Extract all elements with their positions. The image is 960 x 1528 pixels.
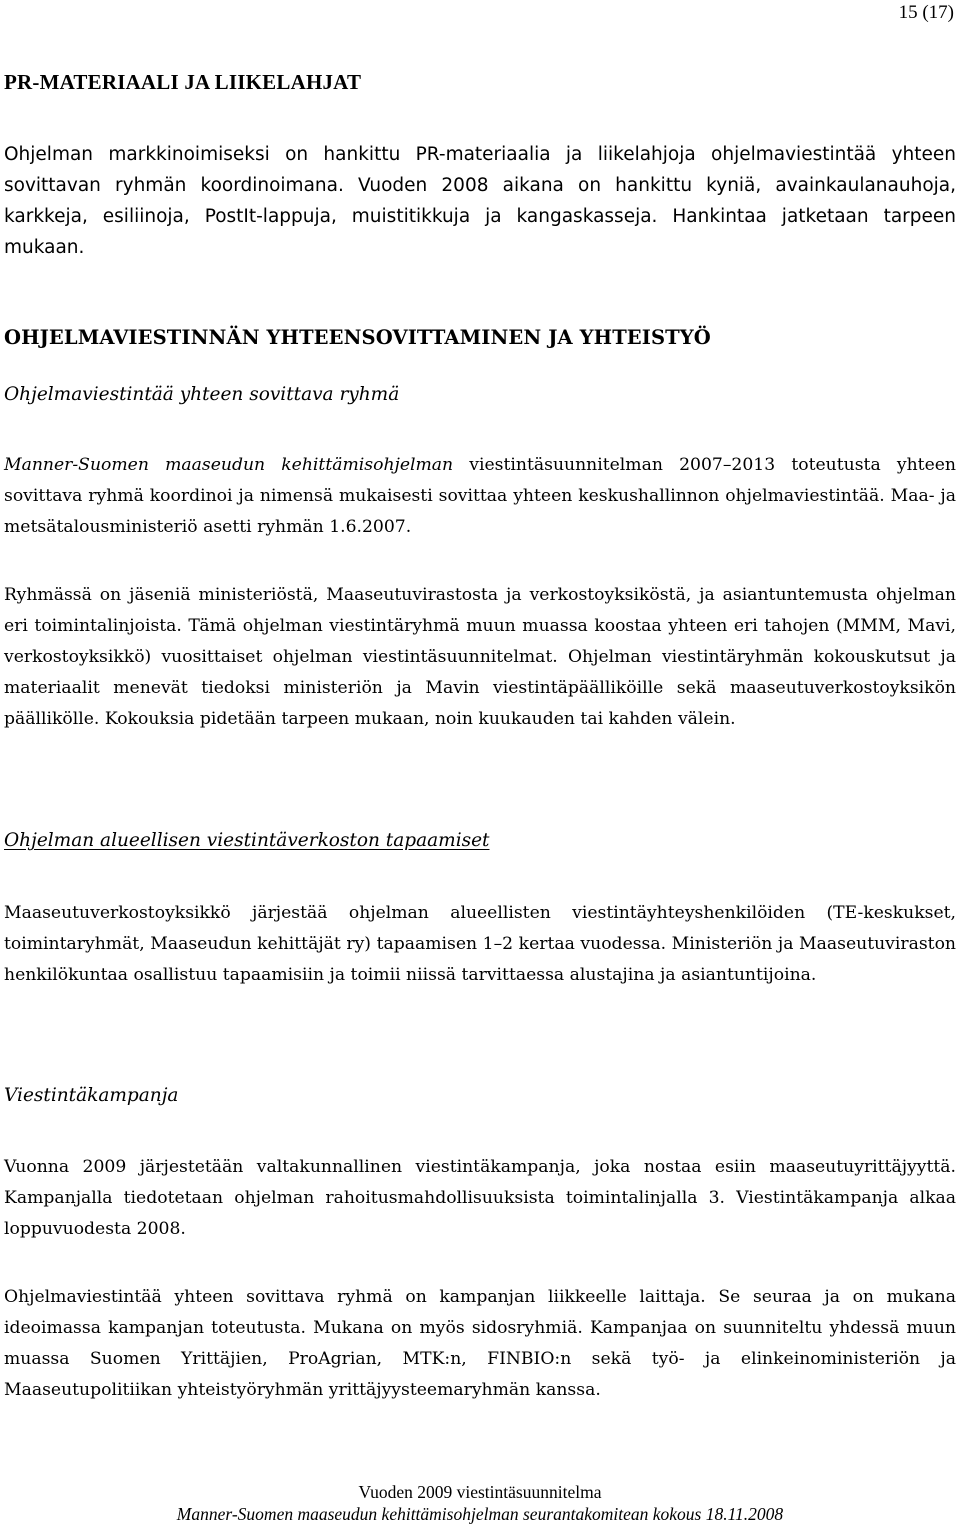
paragraph-ryhma-intro: [4, 450, 956, 543]
subheading-viestintaryhma: Ohjelmaviestintää yhteen sovittava ryhmä: [4, 384, 400, 405]
subheading-viestintakampanja: Viestintäkampanja: [4, 1085, 179, 1106]
paragraph-ryhma-members: Ryhmässä on jäseniä ministeriöstä, Maaseutuvirastosta ja verkostoyksiköstä, ja asiantuntemusta ohjelman eri toimintalinjoista. Tämä ohjelman viestintäryhmä muun muassa koostaa yhteen eri tahojen (MMM, Mavi, verkostoyksikkö) vuosittaiset ohjelman viestintäsuunnitelmat. Ohjelman viestintäryhmän kokouskutsut ja materiaalit menevät tiedoksi ministeriön ja Mavin viestintäpäälliköille sekä maaseutuverkostoyksikön päällikölle. Kokouksia pidetään tarpeen mukaan, noin kuukauden tai kahden välein.: [4, 585, 956, 729]
paragraph-ryhma-intro-text: viestintäsuunnitelman 2007–2013 toteutusta yhteen sovittava ryhmä koordinoi ja nimensä mukaisesti sovittaa yhteen keskushallinnon ohjelmaviestintää. Maa- ja metsätalousministeriö asetti ryhmän 1.6.2007.: [4, 455, 956, 537]
footer-line-1: Vuoden 2009 viestintäsuunnitelma: [358, 1482, 602, 1502]
paragraph-pr-materiaali: Ohjelman markkinoimiseksi on hankittu PR-materiaalia ja liikelahjoja ohjelmaviestintää yhteen sovittavan ryhmän koordinoimana. Vuoden 2008 aikana on hankittu kyniä, avainkaulanauhoja, karkkeja, esiliinoja, PostIt-lappuja, muistitikkuja ja kangaskasseja. Hankintaa jatketaan tarpeen mukaan.: [4, 144, 956, 258]
page-number: 15 (17): [898, 2, 954, 23]
footer-line-2: Manner-Suomen maaseudun kehittämisohjelman seurantakomitean kokous 18.11.2008: [176, 1504, 784, 1524]
section-heading-pr-materiaali: PR-MATERIAALI JA LIIKELAHJAT: [4, 70, 362, 94]
section-heading-yhteensovittaminen: OHJELMAVIESTINNÄN YHTEENSOVITTAMINEN JA YHTEISTYÖ: [4, 326, 711, 349]
program-name-italic: Manner-Suomen maaseudun kehittämisohjelman: [4, 455, 454, 475]
paragraph-kampanja-1: Vuonna 2009 järjestetään valtakunnallinen viestintäkampanja, joka nostaa esiin maaseutuyrittäjyyttä. Kampanjalla tiedotetaan ohjelman rahoitusmahdollisuuksista toimintalinjalla 3. Viestintäkampanja alkaa loppuvuodesta 2008.: [4, 1157, 956, 1239]
subheading-alueellinen-verkosto: Ohjelman alueellisen viestintäverkoston tapaamiset: [4, 830, 490, 851]
paragraph-kampanja-2: Ohjelmaviestintää yhteen sovittava ryhmä on kampanjan liikkeelle laittaja. Se seuraa ja on mukana ideoimassa kampanjan toteutusta. Mukana on myös sidosryhmiä. Kampanjaa on suunniteltu yhdessä muun muassa Suomen Yrittäjien, ProAgrian, MTK:n, FINBIO:n sekä työ- ja elinkeinoministeriön ja Maaseutupolitiikan yhteistyöryhmän yrittäjyysteemaryhmän kanssa.: [4, 1287, 956, 1400]
paragraph-alueellinen-verkosto: Maaseutuverkostoyksikkö järjestää ohjelman alueellisten viestintäyhteyshenkilöiden (TE-keskukset, toimintaryhmät, Maaseudun kehittäjät ry) tapaamisen 1–2 kertaa vuodessa. Ministeriön ja Maaseutuviraston henkilökuntaa osallistuu tapaamisiin ja toimii niissä tarvittaessa alustajina ja asiantuntijoina.: [4, 903, 956, 985]
